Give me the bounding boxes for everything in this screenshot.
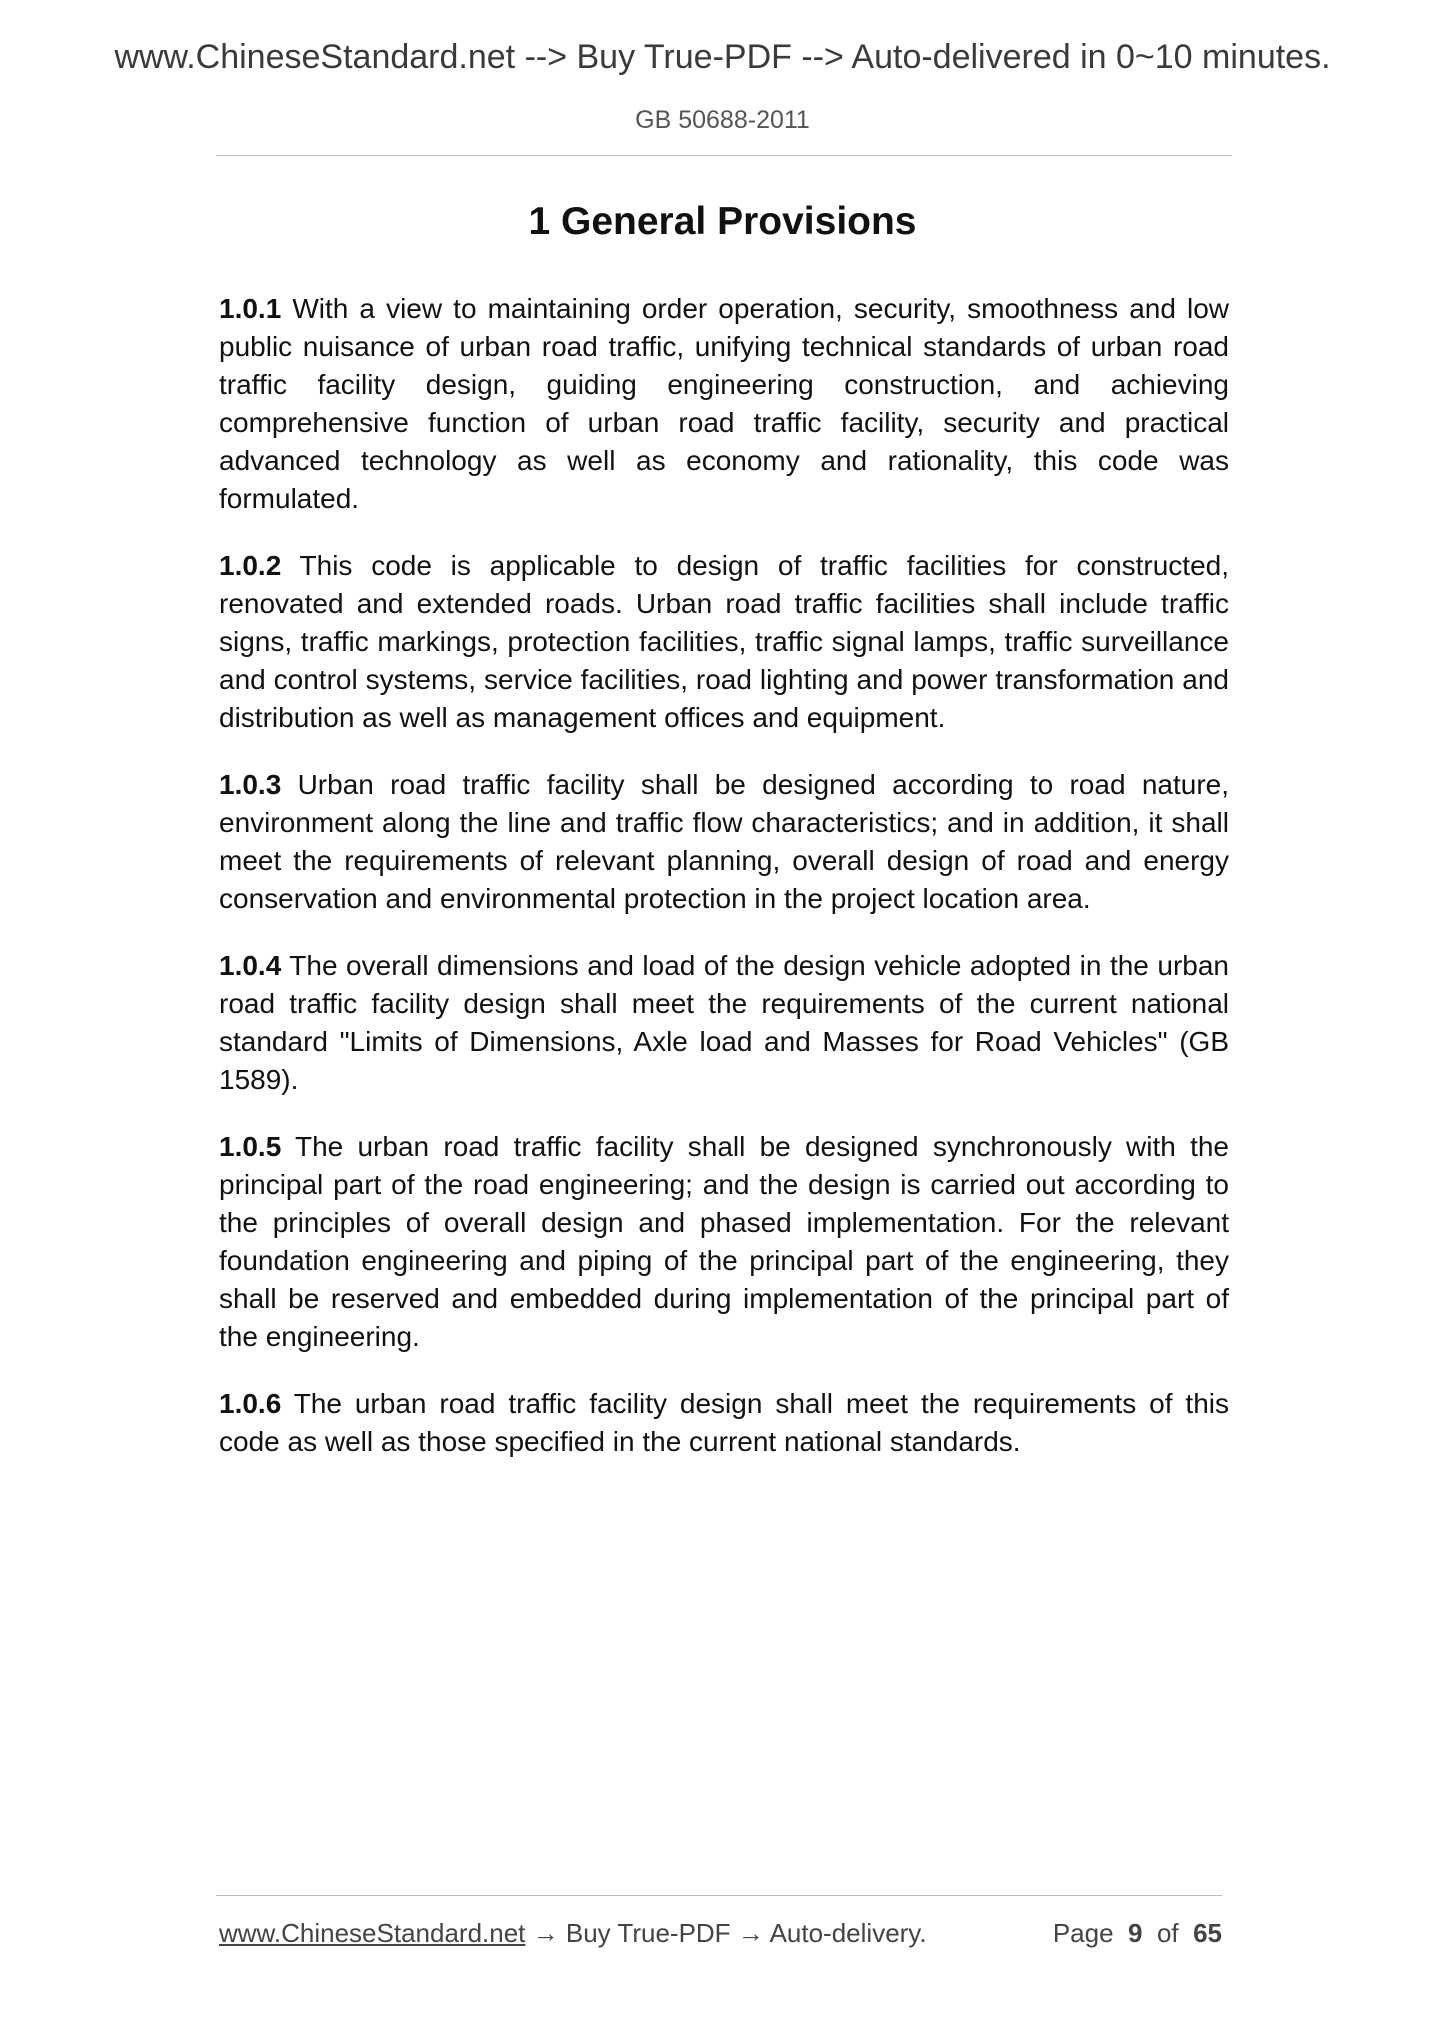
- clause-number: 1.0.6: [219, 1388, 282, 1419]
- footer-promo: [219, 1918, 927, 1949]
- chapter-title: 1 General Provisions: [528, 200, 917, 243]
- footer-divider: [216, 1895, 1222, 1896]
- clause-list: [219, 290, 1229, 1490]
- clause-1-0-3: [219, 766, 1229, 918]
- of-label: of: [1156, 1918, 1179, 1948]
- page-indicator: [1053, 1918, 1222, 1949]
- footer-promo-text: → Buy True-PDF → Auto-delivery.: [525, 1918, 927, 1948]
- clause-text: This code is applicable to design of traffic facilities for constructed, renovated and extended roads. Urban road traffic facilities shall include traffic signs, traffic markings, protection facilities, traffic signal lamps, traffic surveillance and control systems, service facilities, road lighting and power transformation and distribution as well as management offices and equipment.: [219, 550, 1229, 733]
- footer-website-link[interactable]: www.ChineseStandard.net: [219, 1918, 526, 1948]
- total-page-count: 65: [1193, 1918, 1222, 1948]
- clause-number: 1.0.5: [219, 1131, 282, 1162]
- clause-text: The urban road traffic facility shall be designed synchronously with the principal part of the road engineering; and the design is carried out according to the principles of overall design and phased implementation. For the relevant foundation engineering and piping of the principal part of the engineering, they shall be reserved and embedded during implementation of the principal part of the engineering.: [219, 1131, 1229, 1352]
- header-divider: [216, 155, 1232, 156]
- current-page-number: 9: [1128, 1918, 1143, 1948]
- clause-number: 1.0.1: [219, 293, 282, 324]
- clause-1-0-5: [219, 1128, 1229, 1356]
- page-label: Page: [1052, 1918, 1114, 1948]
- clause-text: The overall dimensions and load of the design vehicle adopted in the urban road traffic facility design shall meet the requirements of the current national standard "Limits of Dimensions, Axle load and Masses for Road Vehicles" (GB 1589).: [219, 950, 1229, 1095]
- clause-number: 1.0.3: [219, 769, 282, 800]
- clause-number: 1.0.4: [219, 950, 282, 981]
- clause-1-0-1: [219, 290, 1229, 518]
- clause-1-0-6: [219, 1385, 1229, 1461]
- clause-number: 1.0.2: [219, 550, 282, 581]
- clause-text: The urban road traffic facility design shall meet the requirements of this code as well as those specified in the current national standards.: [219, 1388, 1229, 1457]
- top-banner: www.ChineseStandard.net --> Buy True-PDF --> Auto-delivered in 0~10 minutes.: [114, 38, 1331, 76]
- document-code: GB 50688-2011: [635, 106, 810, 134]
- clause-1-0-4: [219, 947, 1229, 1099]
- clause-1-0-2: [219, 547, 1229, 737]
- clause-text: Urban road traffic facility shall be designed according to road nature, environment along the line and traffic flow characteristics; and in addition, it shall meet the requirements of relevant planning, overall design of road and energy conservation and environmental protection in the project location area.: [219, 769, 1229, 914]
- clause-text: With a view to maintaining order operation, security, smoothness and low public nuisance of urban road traffic, unifying technical standards of urban road traffic facility design, guiding engineering construction, and achieving comprehensive function of urban road traffic facility, security and practical advanced technology as well as economy and rationality, this code was formulated.: [219, 293, 1229, 514]
